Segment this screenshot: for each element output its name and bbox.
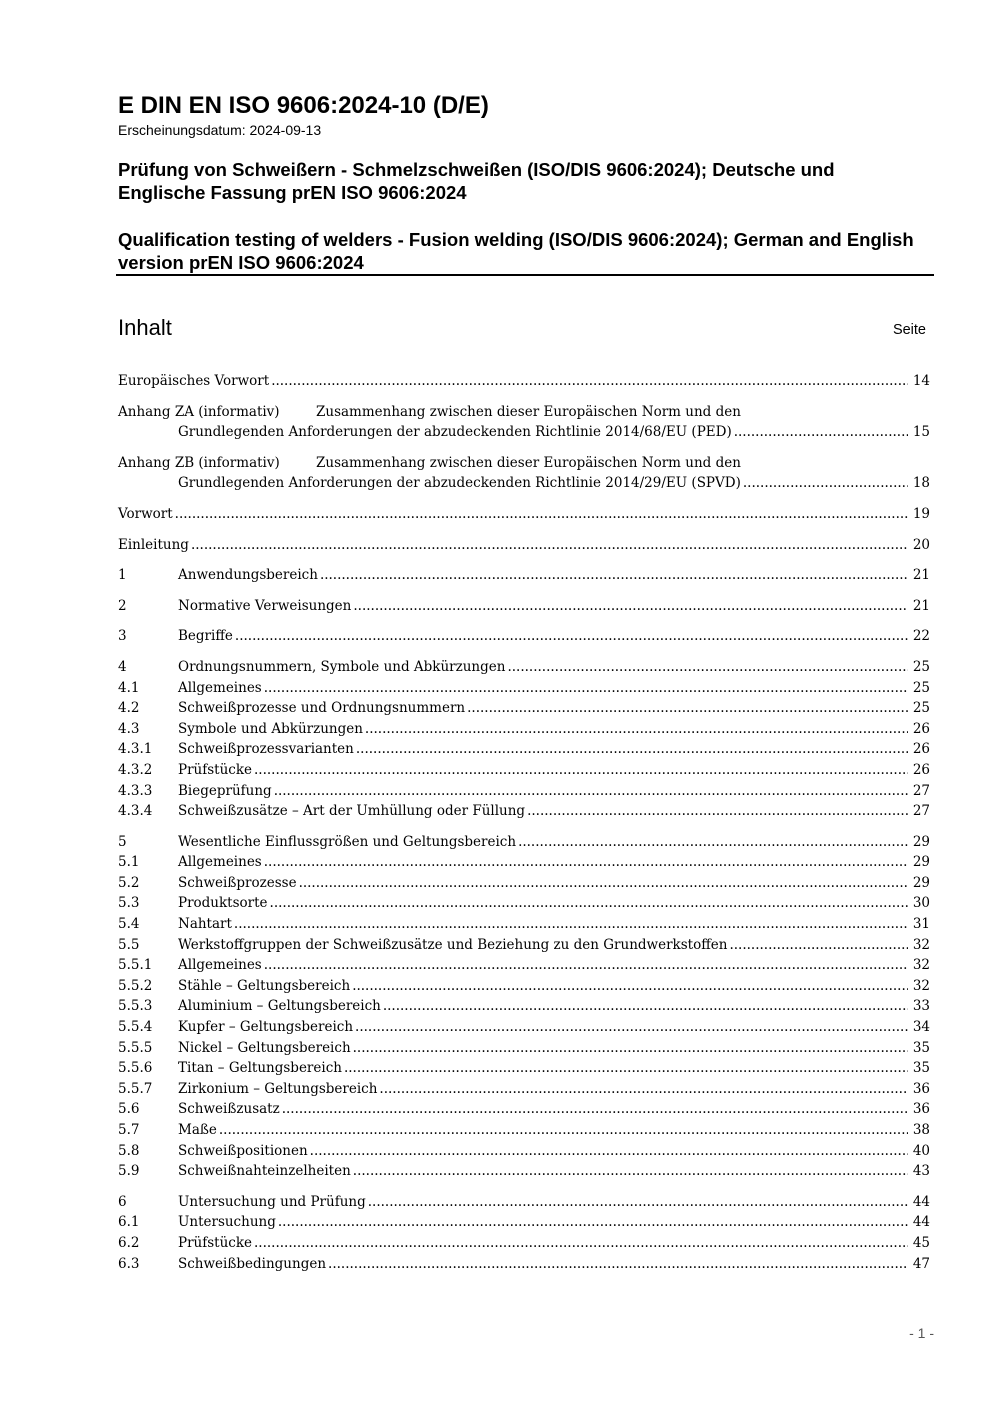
toc-dot-leader <box>352 976 908 997</box>
toc-entry[interactable] <box>118 955 930 976</box>
toc-dot-leader <box>219 1120 908 1141</box>
toc-entry-line <box>178 1212 930 1233</box>
toc-entry-title: Schweißnahteinzelheiten <box>178 1163 351 1180</box>
toc-entry-number: 4.3.4 <box>118 803 153 820</box>
toc-entry-page: 22 <box>912 628 930 645</box>
toc-entry[interactable] <box>118 596 930 617</box>
toc-entry[interactable] <box>118 1254 930 1275</box>
toc-entry-line <box>178 626 930 647</box>
toc-entry-title: Aluminium – Geltungsbereich <box>178 998 381 1015</box>
toc-entry[interactable] <box>118 565 930 586</box>
toc-entry-line-2 <box>178 422 930 443</box>
toc-entry-line-1 <box>316 402 930 423</box>
toc-dot-leader <box>355 1017 908 1038</box>
toc-entry-page: 25 <box>912 679 930 696</box>
toc-entry[interactable] <box>118 1079 930 1100</box>
toc-entry-title: Allgemeines <box>178 854 262 871</box>
toc-entry-title-line-1: Zusammenhang zwischen dieser Europäischen Norm und den <box>316 454 741 471</box>
toc-entry-page: 29 <box>912 854 930 871</box>
toc-entry-title: Schweißprozesse <box>178 874 297 891</box>
toc-entry-line <box>178 1233 930 1254</box>
toc-dot-leader <box>271 371 908 392</box>
toc-entry-title: Allgemeines <box>178 679 262 696</box>
toc-dot-leader <box>274 781 908 802</box>
toc-entry-number: 4.3.3 <box>118 782 153 799</box>
toc-entry-number: 5.5.5 <box>118 1039 153 1056</box>
toc-dot-leader <box>353 596 908 617</box>
toc-entry-line <box>178 873 930 894</box>
toc-dot-leader <box>527 801 908 822</box>
toc-entry-title: Allgemeines <box>178 957 262 974</box>
toc-dot-leader <box>344 1058 908 1079</box>
toc-entry-number: 2 <box>118 597 127 614</box>
toc-entry-number: 5.9 <box>118 1163 140 1180</box>
toc-entry[interactable] <box>118 996 930 1017</box>
toc-dot-leader <box>264 955 908 976</box>
toc-entry-page: 47 <box>912 1255 930 1272</box>
toc-entry[interactable] <box>118 1099 930 1120</box>
table-of-contents <box>118 371 930 1274</box>
toc-entry-page: 20 <box>912 536 930 553</box>
toc-entry-page: 25 <box>912 700 930 717</box>
toc-entry-number: 5.7 <box>118 1122 140 1138</box>
toc-entry-line <box>178 719 930 740</box>
toc-entry[interactable] <box>118 1161 930 1182</box>
toc-entry-title: Biegeprüfung <box>178 782 272 799</box>
toc-dot-leader <box>282 1099 908 1120</box>
toc-dot-leader <box>264 678 908 699</box>
toc-entry-page: 36 <box>912 1080 930 1097</box>
toc-entry-page: 21 <box>912 567 930 584</box>
toc-entry-title: Schweißzusatz <box>178 1101 280 1118</box>
toc-entry-number: 5.5.1 <box>118 957 153 974</box>
toc-dot-leader <box>365 719 908 740</box>
toc-entry-title: Symbole und Abkürzungen <box>178 720 363 737</box>
toc-entry-page: 32 <box>912 977 930 994</box>
toc-dot-leader <box>383 996 908 1017</box>
toc-entry-title-line-1: Zusammenhang zwischen dieser Europäischen Norm und den <box>316 403 741 420</box>
toc-entry-number: 5.5.4 <box>118 1019 153 1036</box>
toc-dot-leader <box>234 914 908 935</box>
toc-entry-title: Begriffe <box>178 628 233 645</box>
toc-entry-number: 6.1 <box>118 1214 140 1231</box>
toc-dot-leader <box>353 1038 908 1059</box>
toc-dot-leader <box>328 1254 908 1275</box>
toc-dot-leader <box>734 422 908 443</box>
toc-dot-leader <box>264 852 908 873</box>
toc-entry[interactable] <box>118 1058 930 1079</box>
toc-entry[interactable] <box>118 976 930 997</box>
toc-entry-number: 6.2 <box>118 1234 140 1251</box>
toc-entry[interactable] <box>118 626 930 647</box>
toc-dot-leader <box>235 626 908 647</box>
toc-heading: Inhalt <box>118 315 172 340</box>
toc-entry-line <box>178 1254 930 1275</box>
toc-dot-leader <box>518 832 908 853</box>
toc-entry-page: 30 <box>912 895 930 912</box>
toc-entry-page: 43 <box>912 1163 930 1180</box>
toc-entry-line <box>178 565 930 586</box>
toc-entry[interactable] <box>118 402 930 443</box>
toc-entry[interactable] <box>118 1212 930 1233</box>
toc-dot-leader <box>299 873 908 894</box>
toc-entry-page: 19 <box>912 505 930 522</box>
toc-entry-number: 5.6 <box>118 1101 140 1118</box>
toc-entry-title: Schweißzusätze – Art der Umhüllung oder Füllung <box>178 803 526 820</box>
toc-dot-leader <box>175 504 908 525</box>
toc-entry-title: Schweißprozessvarianten <box>178 741 354 758</box>
toc-entry[interactable] <box>118 781 930 802</box>
toc-entry-title-line-2: Grundlegenden Anforderungen der abzudeckenden Richtlinie 2014/29/EU (SPVD) <box>178 475 741 492</box>
toc-entry-page: 44 <box>912 1193 930 1210</box>
toc-entry[interactable] <box>118 1141 930 1162</box>
toc-entry-line <box>178 1099 930 1120</box>
toc-entry[interactable] <box>118 893 930 914</box>
toc-entry-number: 5.5 <box>118 936 140 953</box>
toc-entry-page: 27 <box>912 803 930 820</box>
toc-entry-title: Normative Verweisungen <box>178 597 352 614</box>
toc-entry-number: 4.1 <box>118 679 140 696</box>
toc-entry-line <box>178 1192 930 1213</box>
toc-entry-title: Schweißprozesse und Ordnungsnummern <box>178 700 466 717</box>
toc-entry-title: Untersuchung und Prüfung <box>178 1193 366 1210</box>
toc-entry-line <box>178 852 930 873</box>
toc-entry-line-1 <box>316 453 930 474</box>
toc-entry[interactable] <box>118 1120 930 1141</box>
toc-entry[interactable] <box>118 1192 930 1213</box>
toc-entry-page: 26 <box>912 720 930 737</box>
toc-entry-line <box>178 801 930 822</box>
toc-entry-title: Kupfer – Geltungsbereich <box>178 1019 354 1036</box>
toc-entry-page: 27 <box>912 782 930 799</box>
page-number: - 1 - <box>909 1325 934 1341</box>
toc-entry-number: 5.2 <box>118 874 140 891</box>
toc-dot-leader <box>278 1212 908 1233</box>
toc-entry-title: Anwendungsbereich <box>178 567 318 584</box>
toc-entry-page: 35 <box>912 1060 930 1077</box>
toc-entry-title-line-2: Grundlegenden Anforderungen der abzudeckenden Richtlinie 2014/68/EU (PED) <box>178 424 732 441</box>
toc-entry-line <box>118 371 930 392</box>
toc-dot-leader <box>270 893 908 914</box>
toc-entry[interactable] <box>118 832 930 853</box>
toc-dot-leader <box>729 935 908 956</box>
toc-entry-number: 4.3.1 <box>118 741 153 758</box>
toc-entry-number: 5.8 <box>118 1142 140 1159</box>
toc-entry-page: 36 <box>912 1101 930 1118</box>
toc-entry[interactable] <box>118 1038 930 1059</box>
toc-dot-leader <box>254 760 908 781</box>
toc-dot-leader <box>310 1141 908 1162</box>
publication-date: Erscheinungsdatum: 2024-09-13 <box>118 122 322 138</box>
document-title: E DIN EN ISO 9606:2024-10 (D/E) <box>118 92 489 119</box>
toc-entry-title: Schweißbedingungen <box>178 1255 327 1272</box>
toc-entry-line <box>118 504 930 525</box>
toc-entry-line <box>178 832 930 853</box>
toc-entry-page: 31 <box>912 916 930 933</box>
toc-entry-line <box>178 596 930 617</box>
toc-dot-leader <box>467 698 908 719</box>
toc-entry[interactable] <box>118 1017 930 1038</box>
toc-annex-label: Anhang ZA (informativ) <box>118 403 280 420</box>
toc-entry[interactable] <box>118 678 930 699</box>
toc-entry-line <box>178 760 930 781</box>
toc-entry-title: Maße <box>178 1122 217 1138</box>
toc-page-label: Seite <box>892 322 926 338</box>
subtitle-german: Prüfung von Schweißern - Schmelzschweißen (ISO/DIS 9606:2024); Deutsche und Englische Fassung prEN ISO 9606:2024 <box>118 159 835 203</box>
toc-entry[interactable] <box>118 760 930 781</box>
toc-entry-page: 34 <box>912 1019 930 1036</box>
toc-entry-line <box>118 535 930 556</box>
toc-entry-line <box>178 1038 930 1059</box>
toc-dot-leader <box>254 1233 908 1254</box>
toc-entry-page: 26 <box>912 761 930 778</box>
toc-entry-number: 5 <box>118 833 127 850</box>
toc-entry-page: 14 <box>912 373 930 389</box>
toc-entry-page: 29 <box>912 833 930 850</box>
toc-entry-page: 26 <box>912 741 930 758</box>
toc-entry-line <box>178 657 930 678</box>
toc-entry-line <box>178 1017 930 1038</box>
toc-entry-number: 4.3.2 <box>118 761 153 778</box>
toc-entry-line <box>178 935 930 956</box>
toc-entry-title: Stähle – Geltungsbereich <box>178 977 351 994</box>
toc-entry[interactable] <box>118 801 930 822</box>
toc-entry-line <box>178 996 930 1017</box>
toc-entry-line <box>178 678 930 699</box>
toc-entry-number: 4.2 <box>118 700 140 717</box>
toc-entry-title: Nahtart <box>178 916 232 933</box>
toc-entry[interactable] <box>118 719 930 740</box>
toc-entry-title: Werkstoffgruppen der Schweißzusätze und Beziehung zu den Grundwerkstoffen <box>178 936 728 953</box>
toc-entry-title: Zirkonium – Geltungsbereich <box>178 1080 378 1097</box>
toc-entry-number: 5.5.3 <box>118 998 153 1015</box>
toc-entry-line <box>178 1120 930 1141</box>
toc-entry[interactable] <box>118 698 930 719</box>
toc-dot-leader <box>356 739 908 760</box>
toc-entry-line-2 <box>178 473 930 494</box>
toc-entry[interactable] <box>118 1233 930 1254</box>
toc-entry-number: 4.3 <box>118 720 140 737</box>
toc-entry-line <box>178 1058 930 1079</box>
toc-entry-page: 35 <box>912 1039 930 1056</box>
toc-entry-line <box>178 739 930 760</box>
toc-entry[interactable] <box>118 739 930 760</box>
toc-entry[interactable] <box>118 371 930 392</box>
toc-entry-number: 5.4 <box>118 916 140 933</box>
toc-entry-page: 40 <box>912 1142 930 1159</box>
toc-entry-page: 33 <box>912 998 930 1015</box>
toc-entry-line <box>178 1079 930 1100</box>
toc-entry[interactable] <box>118 657 930 678</box>
toc-entry[interactable] <box>118 914 930 935</box>
toc-dot-leader <box>507 657 908 678</box>
toc-entry-number: 5.1 <box>118 854 140 871</box>
toc-entry-title: Prüfstücke <box>178 761 253 778</box>
toc-entry-page: 38 <box>912 1122 930 1138</box>
toc-entry-page: 32 <box>912 936 930 953</box>
toc-dot-leader <box>320 565 908 586</box>
toc-entry-title: Schweißpositionen <box>178 1142 308 1159</box>
toc-entry-number: 4 <box>118 658 127 675</box>
toc-entry-line <box>178 893 930 914</box>
toc-entry-title: Ordnungsnummern, Symbole und Abkürzungen <box>178 658 506 675</box>
toc-entry-title: Vorwort <box>118 505 173 522</box>
toc-annex-label: Anhang ZB (informativ) <box>118 454 280 471</box>
toc-dot-leader <box>353 1161 908 1182</box>
toc-entry-line <box>178 955 930 976</box>
toc-entry-page: 21 <box>912 597 930 614</box>
toc-entry-title: Produktsorte <box>178 895 268 912</box>
toc-dot-leader <box>379 1079 908 1100</box>
toc-dot-leader <box>368 1192 908 1213</box>
toc-entry-page: 32 <box>912 957 930 974</box>
toc-entry-line <box>178 698 930 719</box>
toc-dot-leader <box>191 535 908 556</box>
toc-dot-leader <box>743 473 908 494</box>
toc-entry-number: 6.3 <box>118 1255 140 1272</box>
toc-entry-page: 25 <box>912 658 930 675</box>
toc-entry-title: Wesentliche Einflussgrößen und Geltungsbereich <box>178 833 517 850</box>
toc-entry-page: 44 <box>912 1214 930 1231</box>
toc-entry-number: 5.5.2 <box>118 977 153 994</box>
toc-entry-number: 5.5.7 <box>118 1080 153 1097</box>
toc-entry-page: 29 <box>912 874 930 891</box>
toc-entry-line <box>178 1161 930 1182</box>
toc-entry-title: Titan – Geltungsbereich <box>178 1060 342 1077</box>
toc-entry[interactable] <box>118 535 930 556</box>
toc-entry[interactable] <box>118 453 930 494</box>
subtitle-english: Qualification testing of welders - Fusion welding (ISO/DIS 9606:2024); German and English version prEN ISO 9606:2024 <box>118 229 914 273</box>
toc-entry-line <box>178 781 930 802</box>
toc-entry[interactable] <box>118 873 930 894</box>
toc-entry-line <box>178 1141 930 1162</box>
toc-entry-number: 6 <box>118 1193 127 1210</box>
toc-entry-title: Prüfstücke <box>178 1234 253 1251</box>
toc-entry-number: 5.3 <box>118 895 140 912</box>
toc-entry-number: 5.5.6 <box>118 1060 153 1077</box>
toc-entry[interactable] <box>118 504 930 525</box>
toc-entry-title: Nickel – Geltungsbereich <box>178 1039 351 1056</box>
toc-entry-line <box>178 976 930 997</box>
toc-entry-number: 1 <box>118 567 127 584</box>
toc-entry-page: 45 <box>912 1234 930 1251</box>
toc-entry-page: 15 <box>912 424 930 441</box>
toc-entry-number: 3 <box>118 628 127 645</box>
toc-entry-page: 18 <box>912 475 930 492</box>
toc-entry-title: Europäisches Vorwort <box>118 373 270 389</box>
title-divider <box>116 274 934 276</box>
toc-entry-line <box>178 914 930 935</box>
toc-entry-title: Einleitung <box>118 536 189 553</box>
toc-entry[interactable] <box>118 935 930 956</box>
toc-entry[interactable] <box>118 852 930 873</box>
toc-entry-title: Untersuchung <box>178 1214 276 1231</box>
